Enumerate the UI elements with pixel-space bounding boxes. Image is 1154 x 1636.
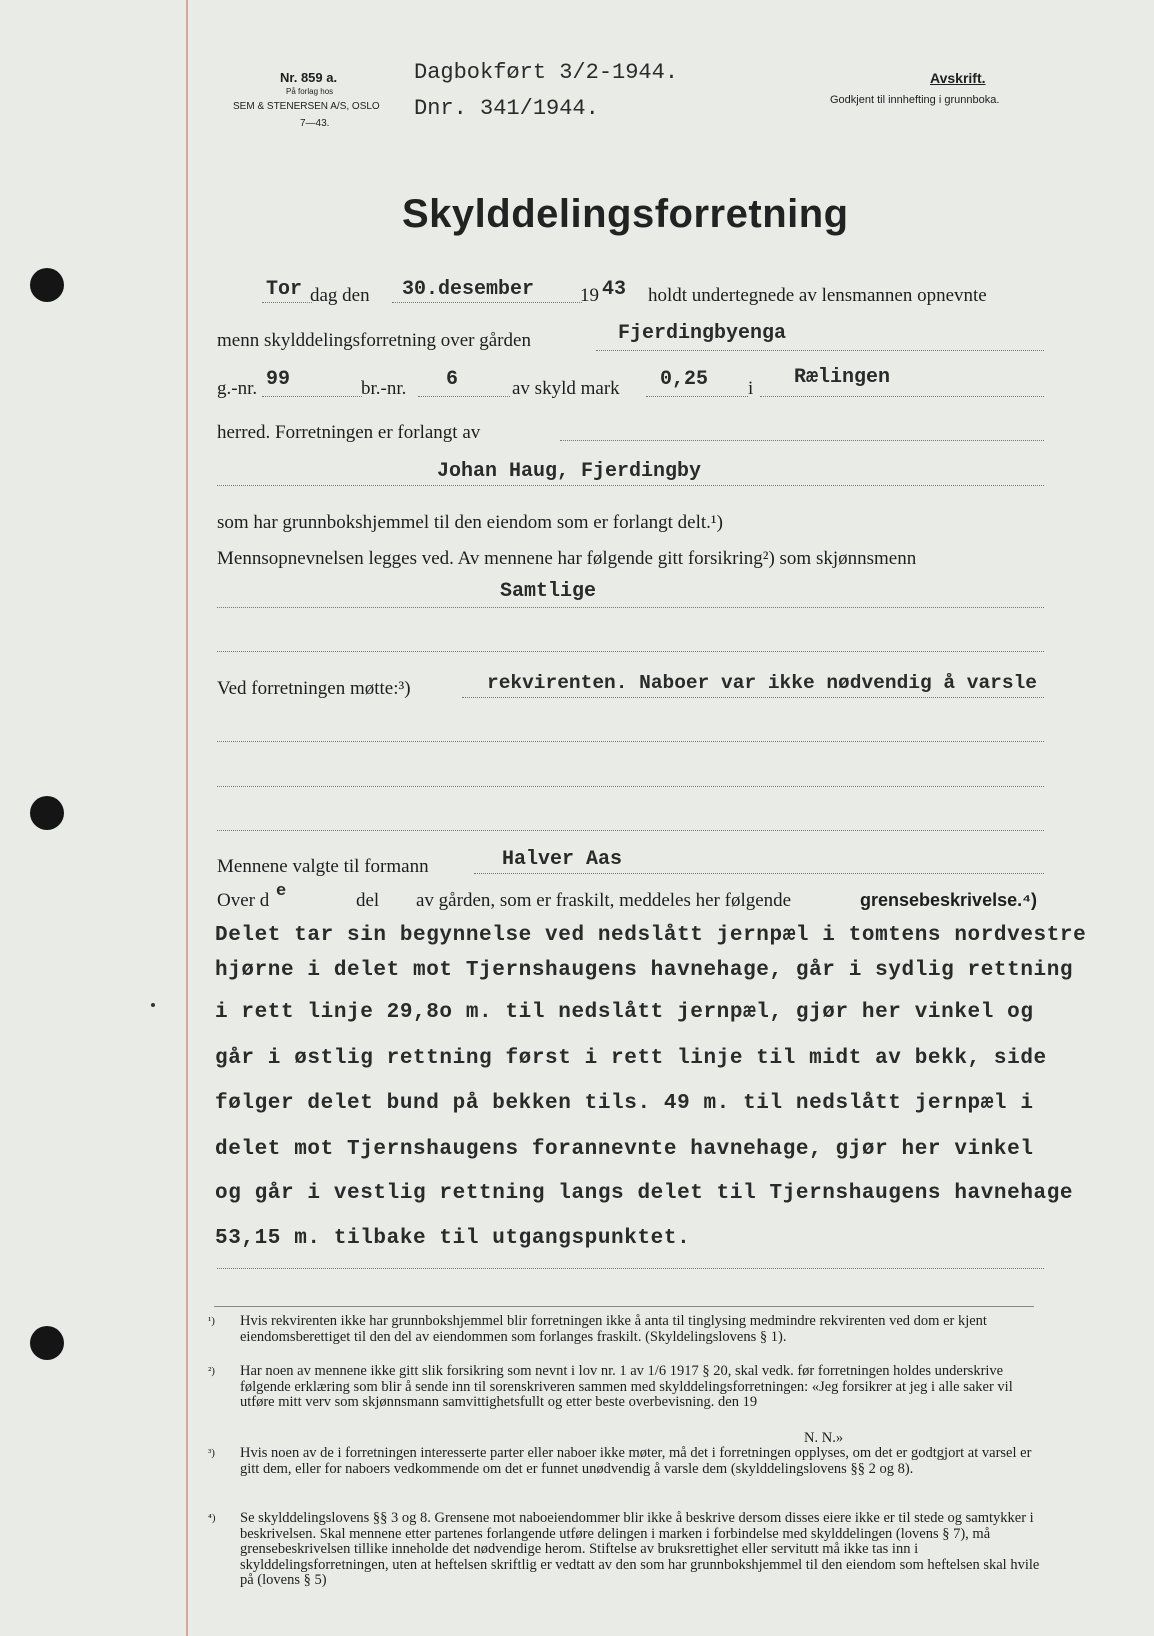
boundary-line-5: følger delet bund på bekken tils. 49 m. til nedslått jernpæl i: [215, 1092, 1034, 1115]
skyld-value: 0,25: [660, 368, 709, 391]
insurers: Samtlige: [500, 580, 597, 603]
farm-name: Fjerdingbyenga: [618, 322, 787, 345]
blank-line-4: [217, 830, 1044, 831]
footnote-2-signature: N. N.»: [804, 1430, 844, 1446]
form-number: Nr. 859 a.: [280, 70, 338, 85]
boundary-label-bold: grensebeskrivelse.⁴): [860, 890, 1038, 910]
bnr-label: br.-nr.: [361, 378, 407, 399]
boundary-end-line: [217, 1268, 1044, 1269]
over-value: e: [276, 882, 287, 901]
farm-line: [596, 350, 1044, 351]
requester: Johan Haug, Fjerdingby: [437, 460, 702, 483]
boundary-line-4: går i østlig rettning først i rett linje til midt av bekk, side: [215, 1047, 1047, 1070]
footnote-3-number: ³): [208, 1447, 215, 1459]
stamp-dagbokfort: Dagbokført 3/2-1944.: [414, 60, 679, 85]
municipality: Rælingen: [794, 366, 891, 389]
grunnbok-text: som har grunnbokshjemmel til den eiendom som er forlangt delt.¹): [217, 512, 723, 533]
day-suffix: dag den: [310, 285, 370, 306]
herred-line: [560, 440, 1044, 441]
gnr-label: g.-nr.: [217, 378, 258, 399]
boundary-line-6: delet mot Tjernshaugens forannevnte havnehage, gjør her vinkel: [215, 1138, 1034, 1161]
punch-hole-bottom: [30, 1326, 64, 1360]
gnr-line: [262, 396, 362, 397]
footnote-1-text: Hvis rekvirenten ikke har grunnbokshjemmel blir forretningen ikke å anta til tinglysing medmindre rekvirenten ved dom er kjent eiendomsberettiget til den del av eiendommen som forlanges fraskilt. (Skyldelingslovens § 1).: [240, 1313, 987, 1345]
herred-text: herred. Forretningen er forlangt av: [217, 422, 481, 443]
boundary-line-1: Delet tar sin begynnelse ved nedslått jernpæl i tomtens nordvestre: [215, 924, 1087, 947]
footnote-4: [208, 1510, 1044, 1589]
day-value: Tor: [266, 278, 303, 301]
punch-hole-top: [30, 268, 64, 302]
approval-text: Godkjent til innhefting i grunnboka.: [830, 94, 1000, 106]
requester-line: [217, 485, 1044, 486]
footnote-1: [208, 1313, 1044, 1345]
met-label: Ved forretningen møtte:³): [217, 678, 411, 699]
in-label: i: [748, 378, 754, 399]
chair-line: [474, 873, 1044, 874]
page-title: Skylddelingsforretning: [402, 192, 849, 236]
footnote-2-text: Har noen av mennene ikke gitt slik forsikring som nevnt i lov nr. 1 av 1/6 1917 § 20, skal vedk. før forretningen holdes underskrive følgende erklæring som blir å sende inn til sorenskriveren sammen med skylddelingsforretningen: «Jeg forsikrer at jeg i alle saker vil utføre mitt verv som skjønnsmann samvittighetsfullt og etter beste overbevisning. den 19: [240, 1363, 1013, 1410]
footnote-2: [208, 1363, 1044, 1411]
day-line: [262, 302, 312, 303]
met-value: rekvirenten. Naboer var ikke nødvendig å varsle: [487, 672, 1037, 694]
blank-line-3: [217, 786, 1044, 787]
del-label: del: [356, 890, 380, 911]
copy-label: Avskrift.: [930, 70, 986, 86]
footnote-3: [208, 1445, 1044, 1477]
municipality-line: [760, 396, 1044, 397]
skyld-line: [646, 396, 748, 397]
boundary-line-7: og går i vestlig rettning langs delet til Tjernshaugens havnehage: [215, 1182, 1074, 1205]
skyld-label: av skyld mark: [512, 378, 620, 399]
footnote-4-text: Se skylddelingslovens §§ 3 og 8. Grensene mot naboeiendommer blir ikke å beskrive dersom disses eiere ikke er til stede og samtykker i beskrivelsen. Skal mennene etter partenes forlangende utføre delingen i marken i forbindelse med skylddelingen (lovens § 7), må grensebeskrivelsen tillike inneholde det nødvendige herom. Stiftelse av bruksrettighet eller servitutt må ikke tas inn i skylddelingsforretningen, uten at heftelsen skriftlig er vedtatt av den som har grunnbokshjemmel til den eiendom som heftelsen skal hvile på (lovens § 5): [240, 1510, 1040, 1588]
margin-line: [186, 0, 188, 1636]
footnote-2-number: ²): [208, 1365, 215, 1377]
boundary-line-3: i rett linje 29,8o m. til nedslått jernpæl, gjør her vinkel og: [215, 1001, 1034, 1024]
punch-hole-middle: [30, 796, 64, 830]
print-date: 7—43.: [300, 118, 330, 129]
boundary-line-8: 53,15 m. tilbake til utgangspunktet.: [215, 1227, 691, 1250]
chair-value: Halver Aas: [502, 848, 623, 871]
men-text: menn skylddelingsforretning over gården: [217, 330, 531, 351]
gnr-value: 99: [266, 368, 291, 391]
footnote-3-text: Hvis noen av de i forretningen interesserte parter eller naboer ikke møter, må det i forretningen opplyses, om det er godtgjort at varsel er gitt dem, eller for naboers vedkommende om det er funnet unødvendig å varsle dem (skylddelingslovens §§ 2 og 8).: [240, 1445, 1032, 1477]
bnr-value: 6: [446, 368, 459, 391]
publisher-line1: På forlag hos: [286, 87, 334, 96]
year-value: 43: [602, 278, 627, 301]
year-prefix: 19: [580, 285, 599, 306]
over-label: Over d: [217, 890, 270, 911]
footnote-rule: [214, 1306, 1034, 1307]
boundary-line-2: hjørne i delet mot Tjernshaugens havnehage, går i sydlig rettning: [215, 959, 1074, 982]
stamp-dnr: Dnr. 341/1944.: [414, 96, 599, 121]
footnote-4-number: ⁴): [208, 1512, 216, 1524]
insurers-line: [217, 607, 1044, 608]
footnote-1-number: ¹): [208, 1315, 215, 1327]
blank-line-1: [217, 651, 1044, 652]
met-line: [462, 697, 1044, 698]
date-line: [392, 302, 582, 303]
date-value: 30.desember: [402, 278, 535, 301]
margin-dot: [151, 1003, 155, 1007]
boundary-label: av gården, som er fraskilt, meddeles her følgende: [416, 890, 792, 911]
bnr-line: [418, 396, 510, 397]
held-text: holdt undertegnede av lensmannen opnevnte: [648, 285, 987, 306]
chair-label: Mennene valgte til formann: [217, 856, 429, 877]
publisher-line2: SEM & STENERSEN A/S, OSLO: [233, 101, 380, 112]
mennsopp-text: Mennsopnevnelsen legges ved. Av mennene har følgende gitt forsikring²) som skjønnsmenn: [217, 548, 917, 569]
blank-line-2: [217, 741, 1044, 742]
